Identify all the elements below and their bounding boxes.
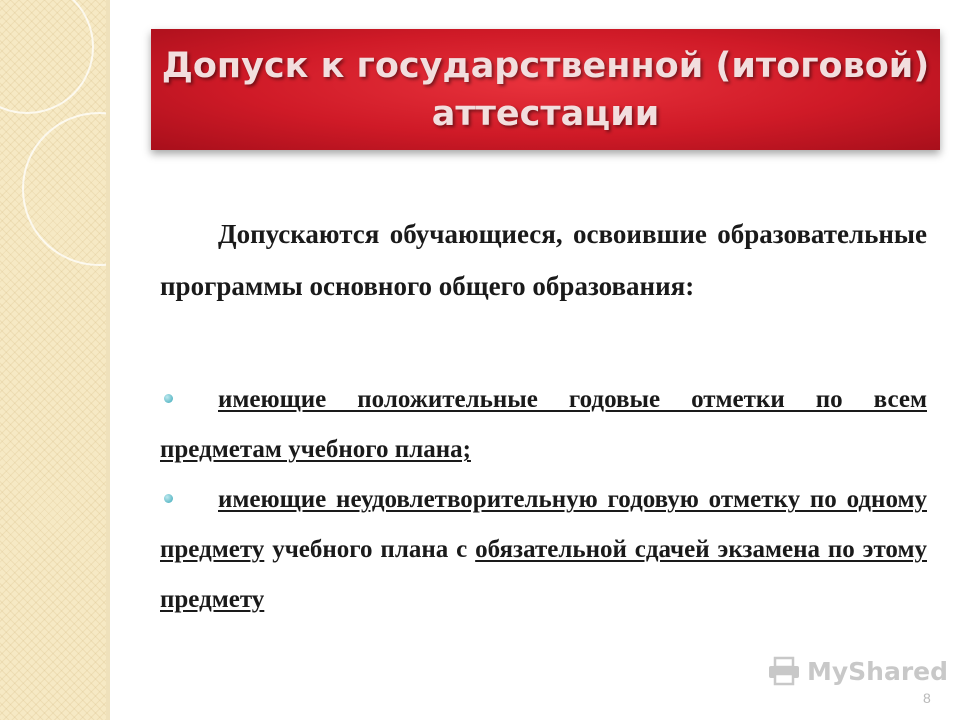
page-number: 8	[923, 690, 931, 706]
list-item	[160, 375, 927, 475]
title-line-1: Допуск к государственной (итоговой)	[161, 45, 930, 86]
bullet-text-2b: учебного плана с	[264, 536, 476, 563]
slide-title	[162, 42, 930, 138]
decorative-ring-middle	[22, 112, 107, 266]
watermark-logo	[767, 656, 948, 686]
title-line-2: аттестации	[431, 93, 660, 134]
list-item	[160, 475, 927, 625]
bullet-icon	[164, 494, 173, 503]
watermark-text: MyShared	[807, 656, 949, 686]
bullet-text-2a: имеющие неудовлетворительную годовую отметку по одному предмету	[160, 486, 927, 563]
bullet-text-1: имеющие положительные годовые отметки по всем предметам учебного плана;	[160, 386, 927, 463]
intro-paragraph: Допускаются обучающиеся, освоившие образовательные программы основного общего образования:	[160, 219, 927, 301]
decorative-side-band	[0, 0, 107, 720]
decorative-ring-top	[0, 0, 94, 114]
side-band-edge	[106, 0, 110, 720]
title-banner	[151, 29, 940, 150]
bullet-text-2c: обязательной сдачей экзамена по этому предмету	[160, 536, 927, 613]
printer-icon	[767, 656, 801, 686]
bullet-icon	[164, 394, 173, 403]
